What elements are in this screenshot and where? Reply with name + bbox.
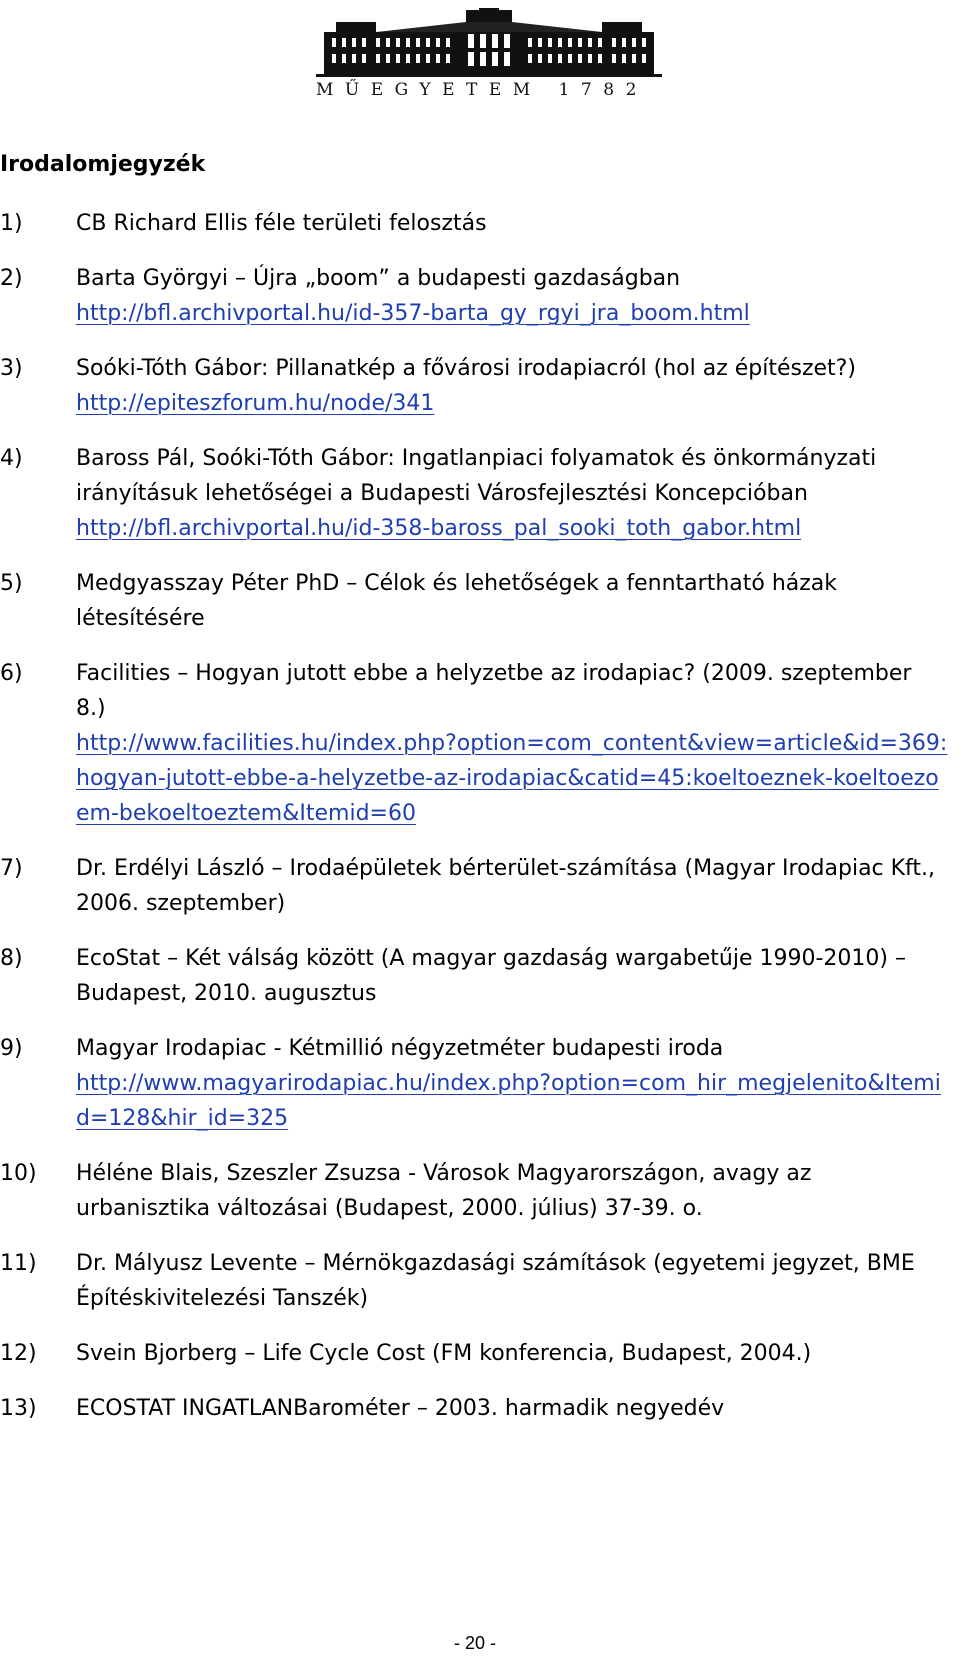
reference-text: Dr. Erdélyi László – Irodaépületek bérterület-számítása (Magyar Irodapiac Kft., 2006. szeptember) — [76, 856, 936, 916]
list-item — [0, 1336, 948, 1371]
list-item — [0, 941, 948, 1011]
reference-text: Svein Bjorberg – Life Cycle Cost (FM konferencia, Budapest, 2004.) — [76, 1341, 812, 1366]
reference-text: Dr. Mályusz Levente – Mérnökgazdasági számítások (egyetemi jegyzet, BME Építéskivitelezési Tanszék) — [76, 1251, 915, 1311]
reference-number: 6) — [0, 661, 23, 686]
list-item — [0, 1391, 948, 1426]
reference-text: Soóki-Tóth Gábor: Pillanatkép a fővárosi irodapiacról (hol az építészet?) — [76, 356, 856, 381]
reference-number: 9) — [0, 1036, 23, 1061]
list-item — [0, 351, 948, 421]
list-item — [0, 656, 948, 831]
reference-link[interactable]: http://www.facilities.hu/index.php?option=com_content&view=article&id=369:hogyan-jutott-ebbe-a-helyzetbe-az-irodapiac&catid=45:koeltoeznek-koeltoezoem-bekoeltoeztem&Itemid=60 — [76, 731, 948, 826]
reference-text: ECOSTAT INGATLANBarométer – 2003. harmadik negyedév — [76, 1396, 725, 1421]
reference-link[interactable]: http://epiteszforum.hu/node/341 — [76, 391, 435, 416]
reference-text: Héléne Blais, Szeszler Zsuzsa - Városok Magyarországon, avagy az urbanisztika változásai (Budapest, 2000. július) 37-39. o. — [76, 1161, 812, 1221]
list-item — [0, 261, 948, 331]
reference-list — [0, 206, 948, 1446]
reference-text: Magyar Irodapiac - Kétmillió négyzetméter budapesti iroda — [76, 1036, 724, 1061]
reference-text: CB Richard Ellis féle területi felosztás — [76, 211, 487, 236]
list-item — [0, 566, 948, 636]
university-logo — [316, 8, 662, 108]
list-item — [0, 1031, 948, 1136]
reference-link[interactable]: http://bfl.archivportal.hu/id-358-baross_pal_sooki_toth_gabor.html — [76, 516, 802, 541]
reference-number: 11) — [0, 1251, 37, 1276]
reference-number: 5) — [0, 571, 23, 596]
reference-text: Barta Györgyi – Újra „boom” a budapesti gazdaságban — [76, 266, 681, 291]
reference-number: 3) — [0, 356, 23, 381]
reference-text: Medgyasszay Péter PhD – Célok és lehetőségek a fenntartható házak létesítésére — [76, 571, 838, 631]
reference-text: Facilities – Hogyan jutott ebbe a helyzetbe az irodapiac? (2009. szeptember 8.) — [76, 661, 912, 721]
logo-caption: MŰEGYETEM 1782 — [316, 80, 648, 100]
reference-number: 1) — [0, 211, 23, 236]
page-title: Irodalomjegyzék — [0, 152, 206, 177]
reference-link[interactable]: http://www.magyarirodapiac.hu/index.php?option=com_hir_megjelenito&Itemid=128&hir_id=325 — [76, 1071, 941, 1131]
reference-number: 8) — [0, 946, 23, 971]
list-item — [0, 1246, 948, 1316]
reference-text: Baross Pál, Soóki-Tóth Gábor: Ingatlanpiaci folyamatok és önkormányzati irányításuk lehetőségei a Budapesti Városfejlesztési Koncepcióban — [76, 446, 877, 506]
reference-number: 4) — [0, 446, 23, 471]
building-emblem-icon — [316, 8, 662, 80]
reference-text: EcoStat – Két válság között (A magyar gazdaság wargabetűje 1990-2010) – Budapest, 2010. augusztus — [76, 946, 906, 1006]
reference-number: 2) — [0, 266, 23, 291]
list-item — [0, 1156, 948, 1226]
list-item — [0, 206, 948, 241]
reference-number: 10) — [0, 1161, 37, 1186]
list-item — [0, 441, 948, 546]
page-number: - 20 - — [454, 1633, 497, 1653]
reference-link[interactable]: http://bfl.archivportal.hu/id-357-barta_gy_rgyi_jra_boom.html — [76, 301, 750, 326]
reference-number: 13) — [0, 1396, 37, 1421]
reference-number: 7) — [0, 856, 23, 881]
reference-number: 12) — [0, 1341, 37, 1366]
list-item — [0, 851, 948, 921]
